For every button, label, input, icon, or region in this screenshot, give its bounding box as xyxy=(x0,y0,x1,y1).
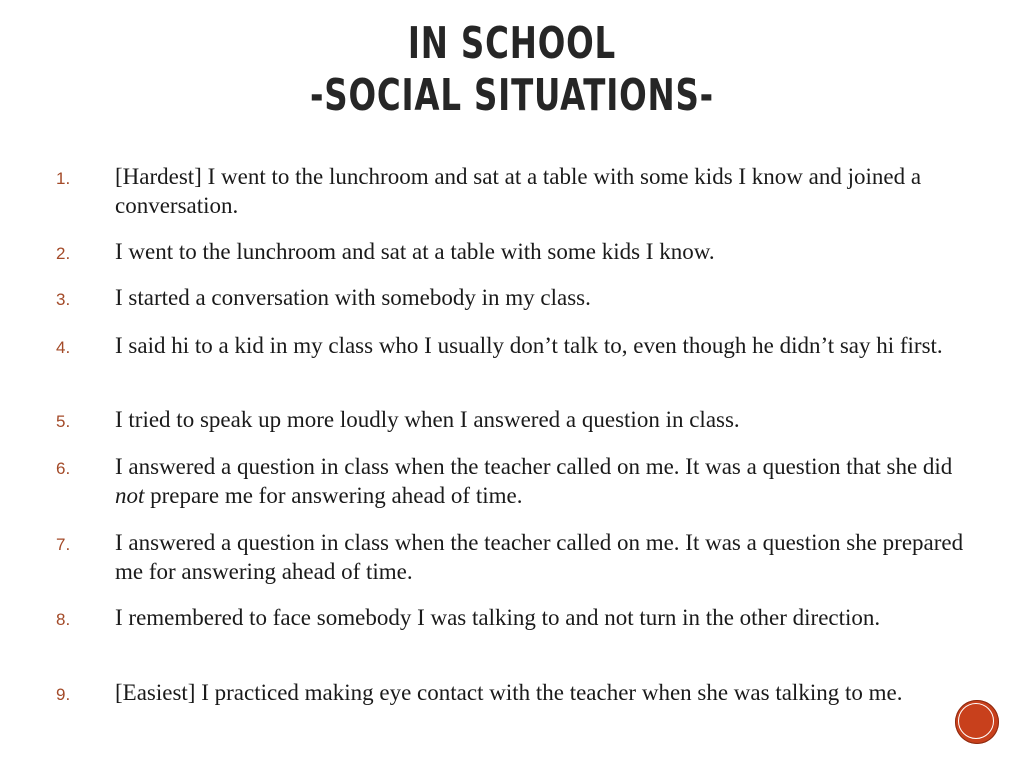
item-number: 9. xyxy=(56,685,71,704)
item-number: 2. xyxy=(56,244,71,263)
item-number: 1. xyxy=(56,169,71,188)
slide-badge-icon xyxy=(955,700,999,744)
item-number: 5. xyxy=(56,412,71,431)
title-line-1: IN SCHOOL xyxy=(407,18,617,69)
item-text-part: prepare me for answering ahead of time. xyxy=(144,483,523,508)
item-number: 8. xyxy=(56,610,71,629)
item-number: 4. xyxy=(56,338,71,357)
slide-title xyxy=(92,18,932,122)
item-text: I started a conversation with somebody in my class. xyxy=(115,285,591,310)
item-text-part: I answered a question in class when the teacher called on me. It was a question that she did xyxy=(115,454,953,479)
item-text: [Hardest] I went to the lunchroom and sat at a table with some kids I know and joined a conversation. xyxy=(115,164,922,218)
item-text: I remembered to face somebody I was talking to and not turn in the other direction. xyxy=(115,605,881,630)
item-text: I said hi to a kid in my class who I usually don’t talk to, even though he didn’t say hi first. xyxy=(115,333,943,358)
item-number: 7. xyxy=(56,535,71,554)
item-text-emphasis: not xyxy=(115,483,145,508)
item-text: I tried to speak up more loudly when I answered a question in class. xyxy=(115,407,740,432)
item-text: I answered a question in class when the teacher called on me. It was a question she prepared me for answering ahead of time. xyxy=(115,530,964,584)
item-text: I went to the lunchroom and sat at a table with some kids I know. xyxy=(115,239,715,264)
item-text: [Easiest] I practiced making eye contact with the teacher when she was talking to me. xyxy=(115,680,903,705)
title-line-2: -SOCIAL SITUATIONS- xyxy=(309,70,714,121)
item-text xyxy=(115,452,975,510)
item-number: 3. xyxy=(56,290,71,309)
item-number: 6. xyxy=(56,459,71,478)
